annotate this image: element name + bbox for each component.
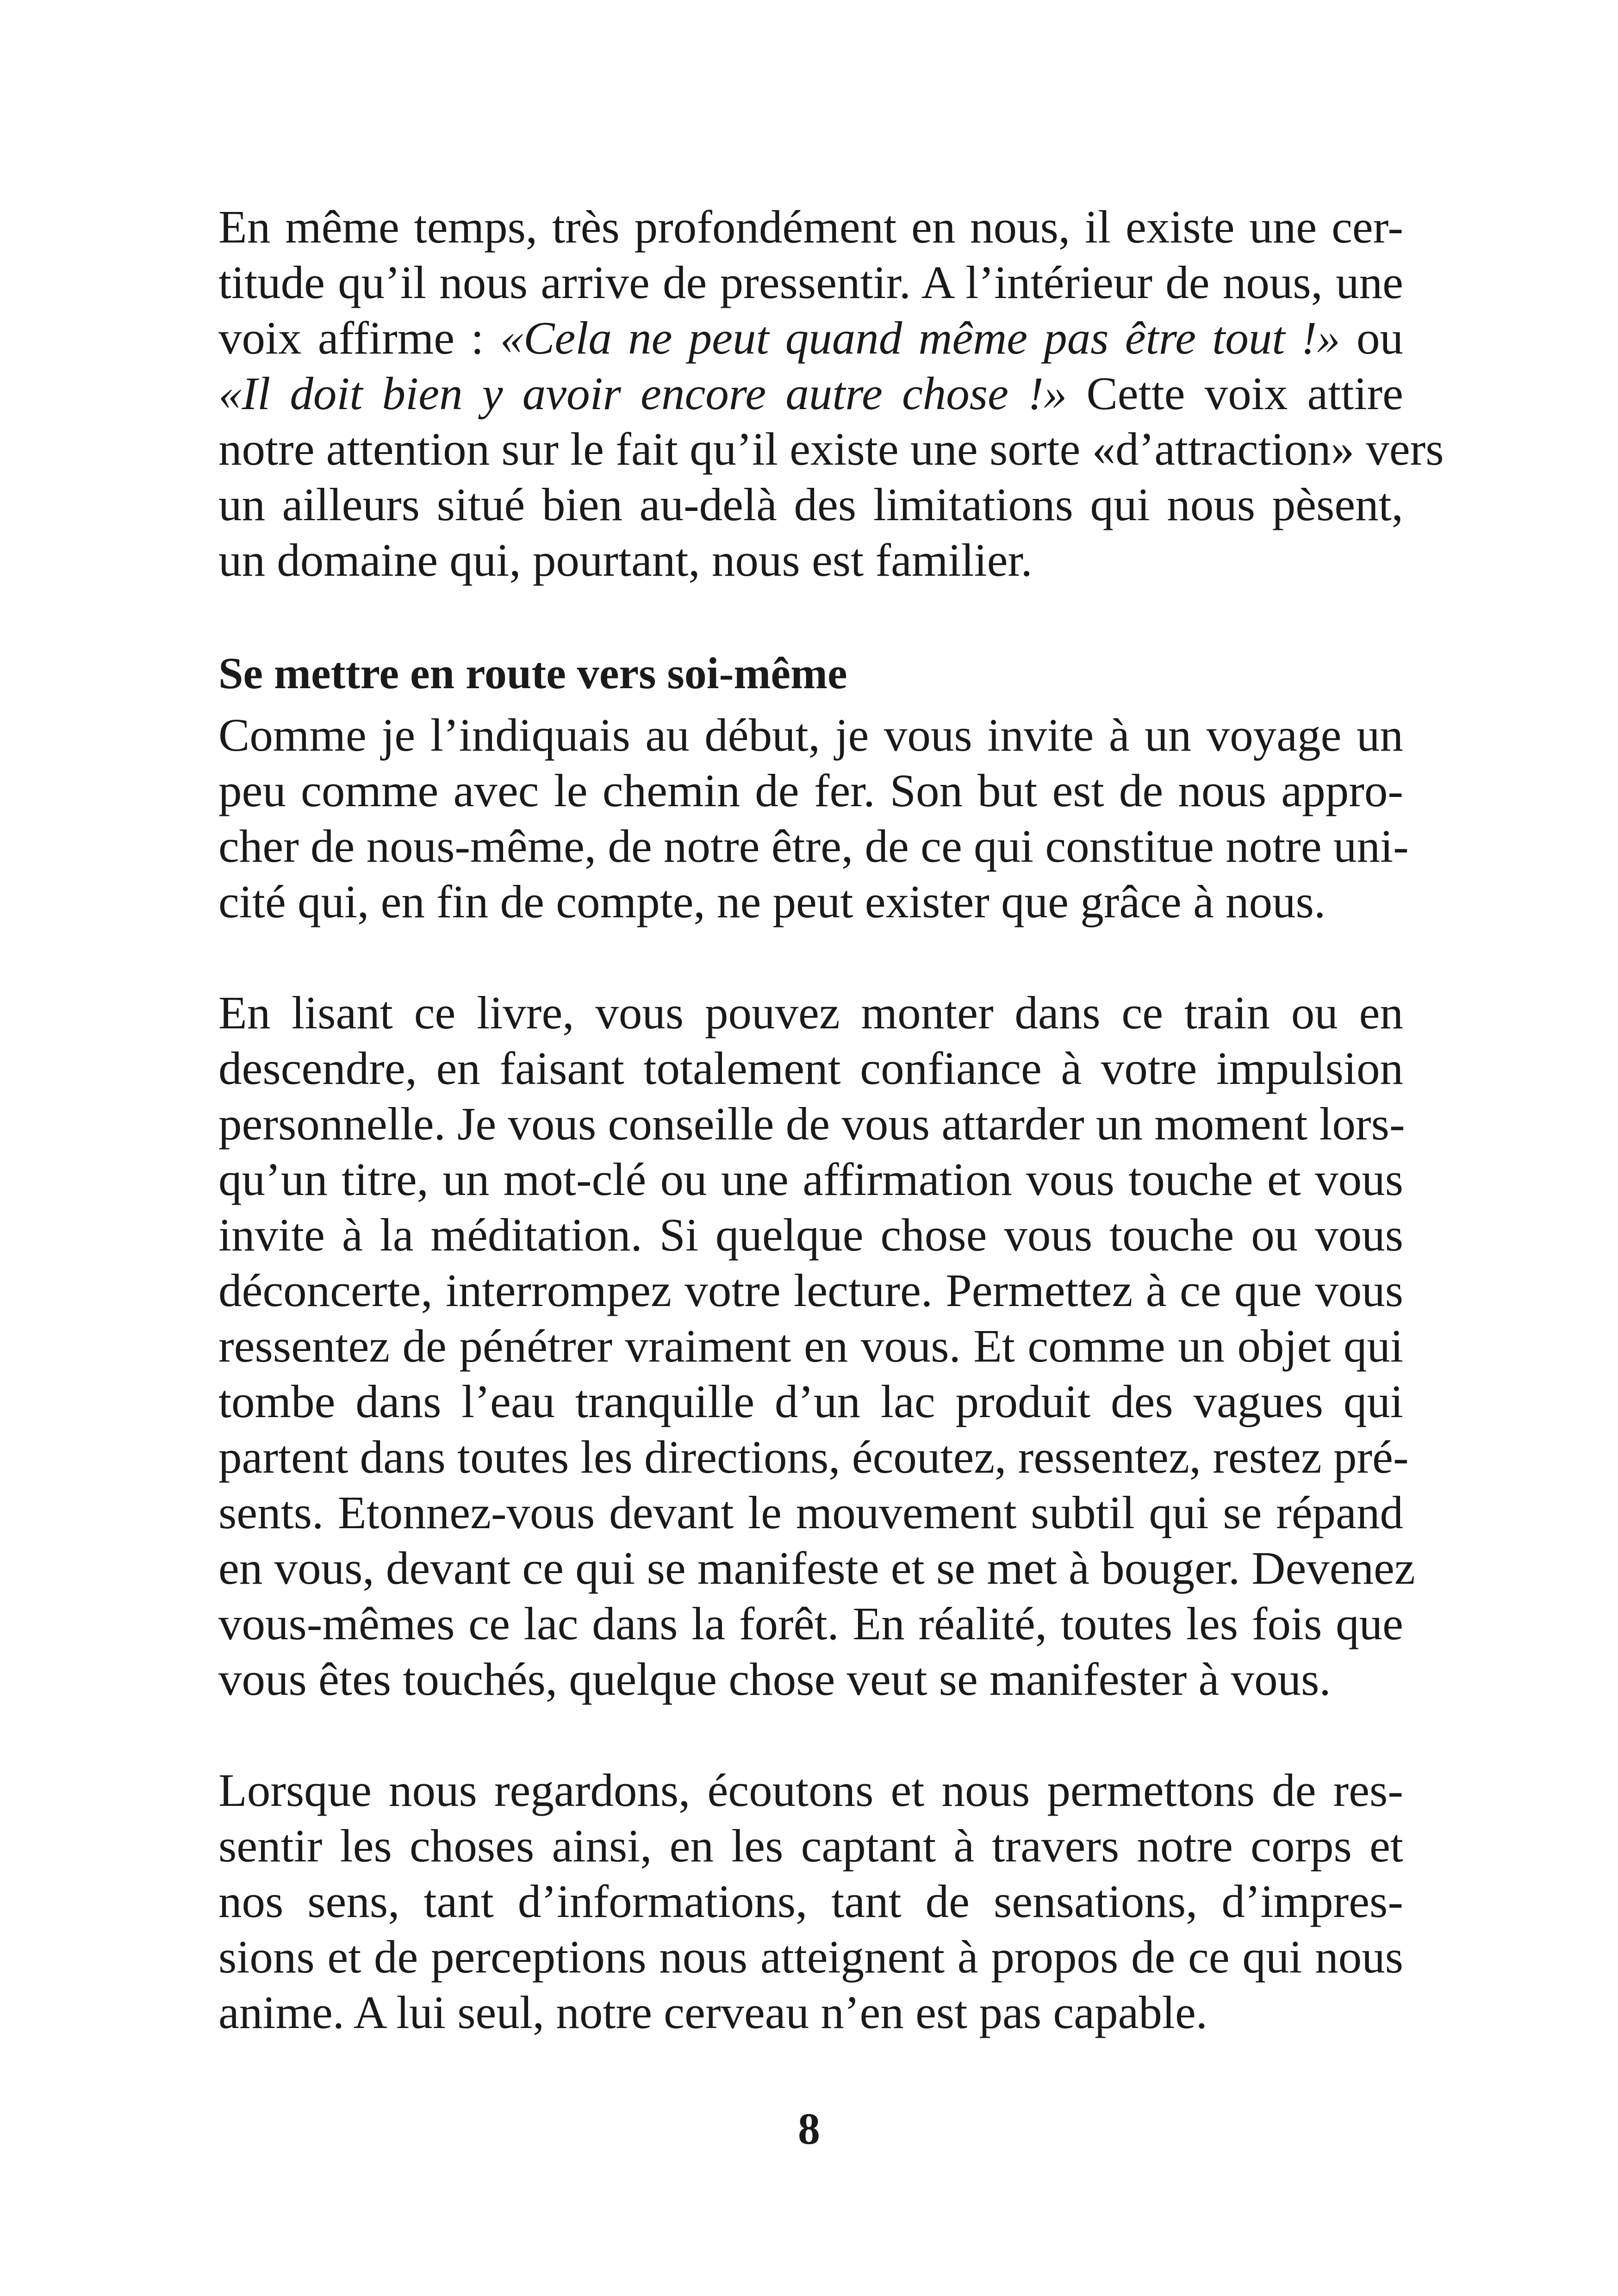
text-line: peu comme avec le chemin de fer. Son but est de nous appro-: [218, 765, 1403, 816]
text-line: notre attention sur le fait qu’il existe une sorte «d’attraction» vers: [218, 423, 1444, 475]
text-line: Comme je l’indiquais au début, je vous invite à un voyage un: [218, 709, 1403, 761]
section-heading: Se mettre en route vers soi-même: [218, 648, 847, 698]
text-line: En même temps, très profondément en nous, il existe une cer-: [218, 201, 1403, 253]
text-fragment: voix affirme :: [218, 312, 500, 364]
text-line: vous-mêmes ce lac dans la forêt. En réalité, toutes les fois que: [218, 1598, 1403, 1649]
text-line: sions et de perceptions nous atteignent à propos de ce qui nous: [218, 1931, 1403, 1983]
text-line: déconcerte, interrompez votre lecture. Permettez à ce que vous: [218, 1264, 1403, 1316]
text-line: [218, 366, 1403, 421]
text-line: ressentez de pénétrer vraiment en vous. Et comme un objet qui: [218, 1320, 1403, 1372]
text-line: Lorsque nous regardons, écoutons et nous permettons de res-: [218, 1764, 1403, 1816]
text-line: personnelle. Je vous conseille de vous attarder un moment lors-: [218, 1098, 1405, 1150]
text-line: anime. A lui seul, notre cerveau n’en est pas capable.: [218, 1986, 1208, 2038]
text-fragment: Cette voix attire: [1067, 367, 1403, 419]
text-line: [218, 310, 1403, 366]
italic-quote: «Il doit bien y avoir encore autre chose !»: [218, 367, 1067, 419]
text-line: En lisant ce livre, vous pouvez monter dans ce train ou en: [218, 987, 1403, 1039]
text-line: tombe dans l’eau tranquille d’un lac produit des vagues qui: [218, 1375, 1403, 1427]
text-line: en vous, devant ce qui se manifeste et se met à bouger. Devenez: [218, 1542, 1415, 1594]
paragraph-2: [218, 707, 1409, 929]
text-fragment: ou: [1340, 312, 1404, 364]
paragraph-spacer: [218, 929, 1403, 985]
paragraph-1: [218, 199, 1444, 588]
text-line: descendre, en faisant totalement confiance à votre impulsion: [218, 1042, 1403, 1094]
text-line: sents. Etonnez-vous devant le mouvement subtil qui se répand: [218, 1487, 1403, 1538]
text-line: vous êtes touchés, quelque chose veut se manifester à vous.: [218, 1653, 1331, 1705]
text-line: qu’un titre, un mot-clé ou une affirmation vous touche et vous: [218, 1153, 1403, 1205]
paragraph-spacer: [218, 588, 1403, 643]
paragraph-4: [218, 1762, 1403, 2040]
text-line: invite à la méditation. Si quelque chose vous touche ou vous: [218, 1209, 1403, 1261]
text-line: cité qui, en fin de compte, ne peut exister que grâce à nous.: [218, 876, 1326, 927]
text-line: titude qu’il nous arrive de pressentir. A l’intérieur de nous, une: [218, 256, 1403, 308]
paragraph-3: [218, 985, 1415, 1707]
italic-quote: «Cela ne peut quand même pas être tout !»: [500, 312, 1340, 364]
page-body: [218, 199, 1444, 2040]
text-line: nos sens, tant d’informations, tant de sensations, d’impres-: [218, 1875, 1403, 1927]
text-line: sentir les choses ainsi, en les captant à travers notre corps et: [218, 1820, 1403, 1872]
text-line: un domaine qui, pourtant, nous est familier.: [218, 534, 1033, 586]
text-line: cher de nous-même, de notre être, de ce qui constitue notre uni-: [218, 820, 1409, 872]
page-number: 8: [798, 2104, 820, 2153]
text-line: un ailleurs situé bien au-delà des limitations qui nous pèsent,: [218, 479, 1403, 530]
text-line: partent dans toutes les directions, écoutez, ressentez, restez pré-: [218, 1431, 1409, 1483]
paragraph-spacer: [218, 1707, 1403, 1762]
